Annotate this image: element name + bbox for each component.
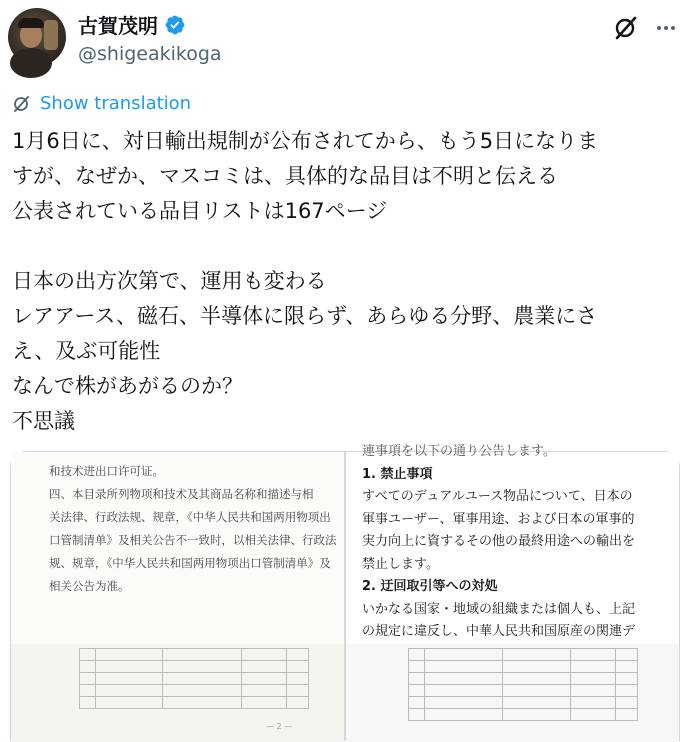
- japanese-document-text: [362, 444, 682, 644]
- tweet-line: え、及ぶ可能性: [12, 339, 161, 363]
- media-grid: [10, 444, 680, 741]
- chinese-document-text: [49, 460, 337, 598]
- doc-line: 相关公告为准。: [49, 579, 130, 593]
- doc-line: いかなる国家・地域の組織または個人も、上記: [362, 601, 636, 617]
- author-display-name[interactable]: 古賀茂明: [78, 14, 158, 38]
- doc-line: の規定に違反し、中華人民共和国原産の関連デ: [362, 624, 636, 639]
- avatar[interactable]: [8, 8, 66, 66]
- author-handle[interactable]: @shigeakikoga: [78, 43, 222, 65]
- more-options-icon[interactable]: [652, 14, 680, 42]
- media-image-right[interactable]: [346, 444, 679, 740]
- doc-line: 关法律、行政法规、规章，《中华人民共和国两用物项出: [49, 510, 331, 524]
- translate-icon: [12, 94, 32, 114]
- author-name-row: [78, 10, 186, 39]
- tweet-line: なんで株があがるのか？: [12, 374, 243, 398]
- grok-icon[interactable]: [612, 14, 640, 42]
- doc-heading: 1. 禁止事項: [362, 466, 433, 482]
- show-translation-link[interactable]: [12, 93, 191, 114]
- doc-line: 実力向上に資するその他の最終用途への輸出を: [362, 534, 636, 549]
- tweet-line: 不思議: [12, 409, 75, 433]
- tweet-line: 日本の出方次第で、運用も変わる: [12, 269, 327, 293]
- page-number: — 2 —: [266, 722, 293, 731]
- doc-line: 禁止します。: [362, 556, 439, 572]
- doc-line: 和技术进出口许可证。: [49, 464, 164, 478]
- doc-line: 口管制清单》及相关公告不一致时，以相关法律、行政法: [49, 533, 337, 547]
- doc-line: 四、本目录所列物项和技术及其商品名称和描述与相: [49, 487, 314, 501]
- doc-heading: 2. 迂回取引等への対処: [362, 579, 498, 594]
- tweet-text: [12, 124, 680, 439]
- tweet-line: レアアース、磁石、半導体に限らず、あらゆる分野、農業にさ: [12, 304, 598, 328]
- tweet-line: 公表されている品目リストは167ページ: [12, 199, 388, 223]
- doc-line: 规、规章，《中华人民共和国两用物项出口管制清单》及: [49, 556, 331, 570]
- doc-line: 軍事ユーザー、軍事用途、および日本の軍事的: [362, 511, 635, 527]
- media-image-left[interactable]: [11, 452, 344, 740]
- tweet-line: [12, 229, 680, 264]
- tweet-line: 1月6日に、対日輸出規制が公布されてから、もう5日になりま: [12, 129, 599, 153]
- scanned-item-table: [408, 648, 638, 721]
- show-translation-label[interactable]: Show translation: [40, 93, 192, 114]
- verified-badge-icon: [164, 14, 186, 36]
- doc-line: 連事項を以下の通り公告します。: [362, 444, 556, 459]
- doc-line: すべてのデュアルユース物品について、日本の: [362, 489, 633, 504]
- scanned-item-table: [79, 648, 309, 709]
- tweet-line: すが、なぜか、マスコミは、具体的な品目は不明と伝える: [12, 164, 558, 188]
